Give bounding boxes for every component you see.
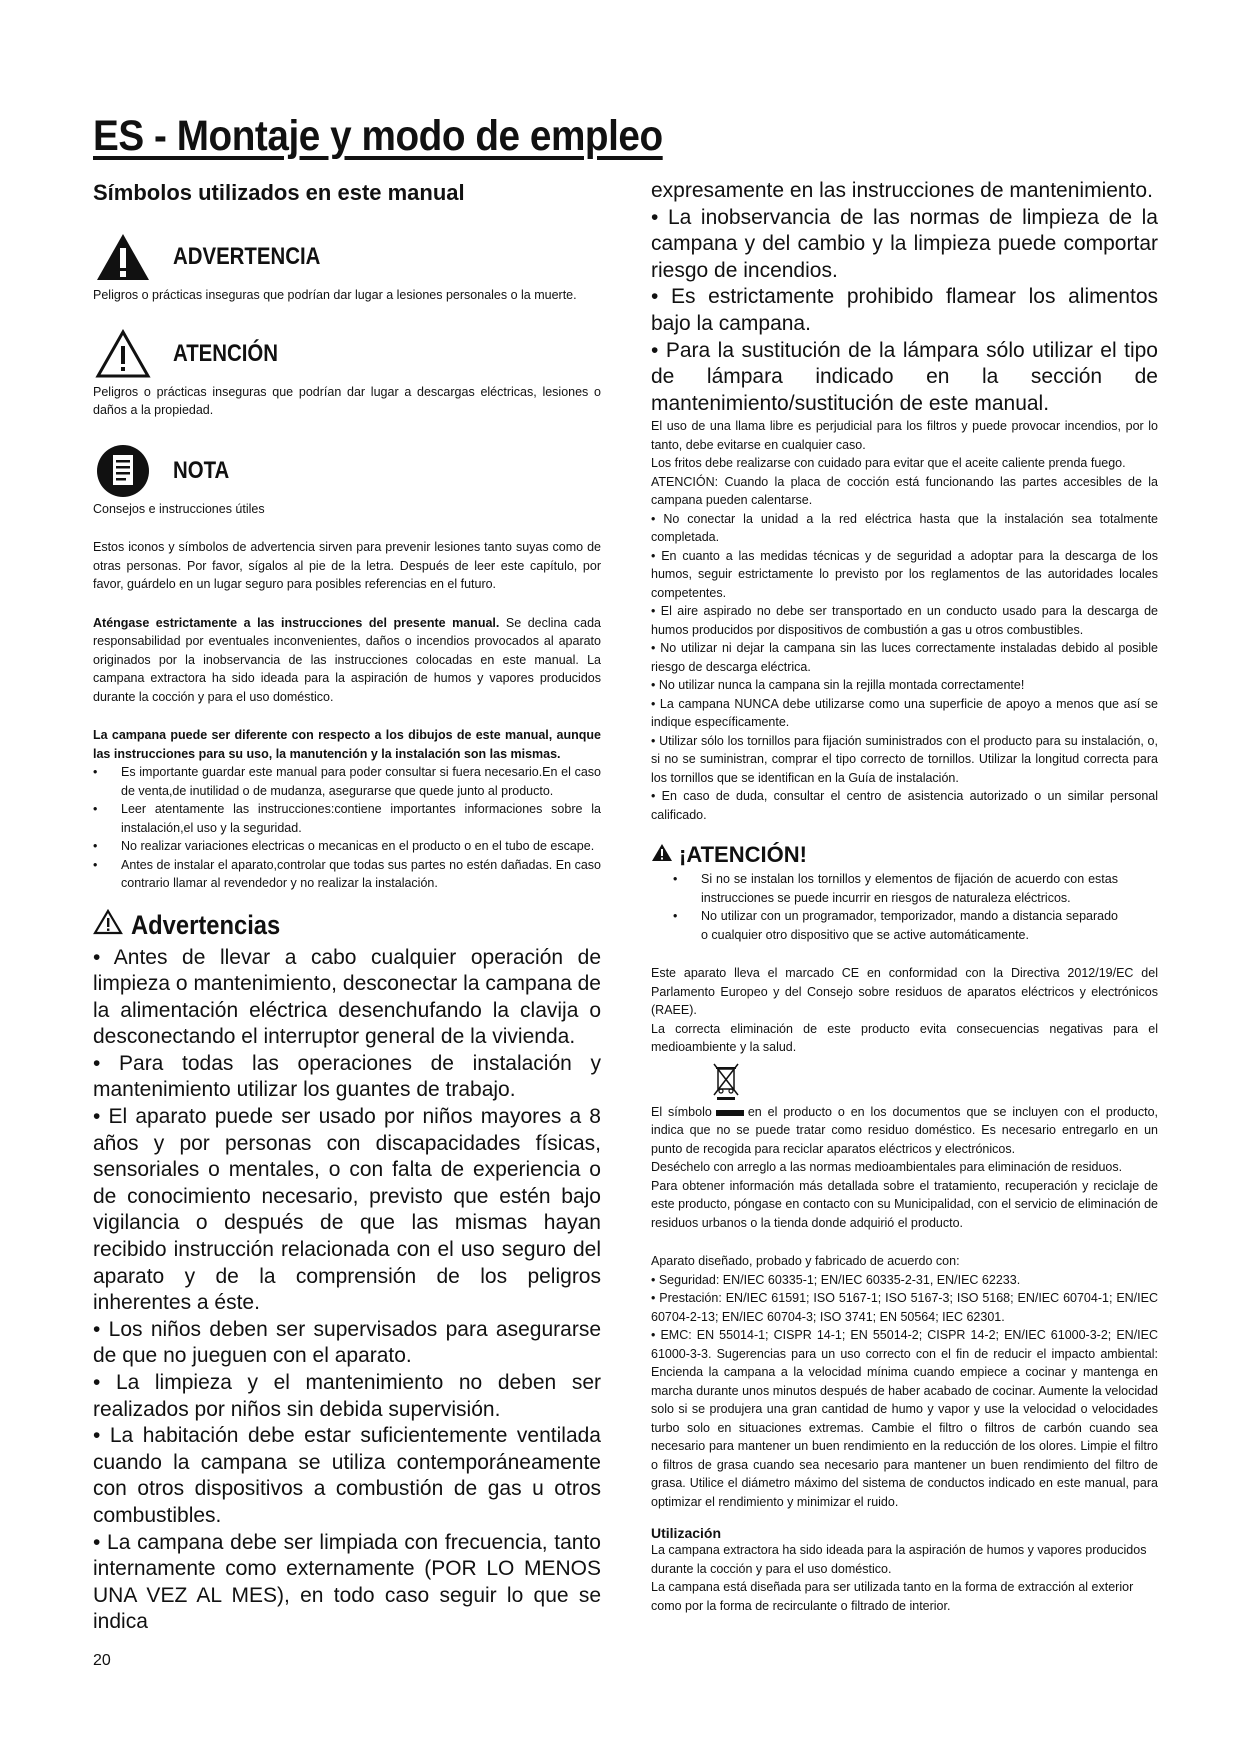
nota-title: NOTA (173, 456, 230, 484)
utilizacion-body (651, 1541, 1158, 1615)
paragraph: • En caso de duda, consultar el centro de asistencia autorizado o un similar personal calificado. (651, 789, 1158, 822)
atencion2-title: ¡ATENCIÓN! (679, 842, 807, 868)
right-small-paragraphs (651, 417, 1158, 824)
right-column (651, 178, 1158, 1615)
advertencia-paragraph: • Para todas las operaciones de instalación y mantenimiento utilizar los guantes de trabajo. (93, 1051, 601, 1102)
paragraph: • Es estrictamente prohibido flamear los alimentos bajo la campana. (651, 285, 1158, 335)
paragraph: • No utilizar ni dejar la campana sin las luces correctamente instaladas debido al posible riesgo de descarga eléctrica. (651, 641, 1158, 674)
emc-paragraph: • EMC: EN 55014-1; CISPR 14-1; EN 55014-2; CISPR 14-2; EN/IEC 61000-3-2; EN/IEC 61000-3-3. Sugerencias para un uso correcto con el fin de reducir el impacto ambiental: Encienda la campana a la velocidad mínima cuando empiece a cocinar y mantenga en marcha durante unos minutos después de haber acabado de cocinar. Aumente la velocidad solo si se produjera una gran cantidad de humo y vapor y use la velocidad o velocidades turbo solo en situaciones extremas. Cambie el filtro o filtros de carbón cuando sea necesario para mantener un buen rendimiento en la reducción de los olores. Limpie el filtro o filtros de grasa cuando sea necesario para mantener un buen rendimiento del filtro de grasa. Utilice el diámetro máximo del sistema de conductos indicado en este manual, para optimizar el rendimiento y minimizar el ruido. (651, 1328, 1158, 1509)
paragraph: • La campana NUNCA debe utilizarse como una superficie de apoyo a menos que así se indique específicamente. (651, 696, 1158, 730)
page-number: 20 (93, 1652, 111, 1669)
list-item: • Antes de instalar el aparato,controlar que todas sus partes no estén dañadas. En caso contrario llamar al revendedor y no realizar la instalación. (93, 856, 601, 893)
simbolo-text-b: en el producto o en los documentos que se incluyen con el producto, indica que no se puede tratar como residuo doméstico. Es necesario entregarlo en un punto de recogida para reciclar aparatos eléctricos y electrónicos. (651, 1104, 1158, 1156)
warning-outline-icon (93, 325, 153, 383)
ce-paragraph: Este aparato lleva el marcado CE en conformidad con la Directiva 2012/19/EC del Parlamento Europeo y del Consejo sobre residuos de aparatos eléctricos y electrónicos (RAEE). (651, 966, 1158, 1018)
atencion-block (93, 325, 601, 420)
advertencia-paragraph: • La campana debe ser limpiada con frecuencia, tanto internamente como externamente (POR LO MENOS UNA VEZ AL MES), en todo caso seguir lo que se indica (93, 1530, 601, 1634)
desechelo-paragraph: Deséchelo con arreglo a las normas medioambientales para eliminación de residuos. (651, 1160, 1123, 1175)
list-item: • No realizar variaciones electricas o mecanicas en el producto o en el tubo de escape. (93, 837, 601, 856)
paragraph: • La inobservancia de las normas de limpieza de la campana y del cambio y la limpieza puede comportar riesgo de incendios. (651, 205, 1158, 282)
warning-filled-icon (651, 842, 673, 868)
nota-text: Consejos e instrucciones útiles (93, 501, 265, 516)
prestacion-line: • Prestación: EN/IEC 61591; ISO 5167-1; ISO 5167-3; ISO 5168; EN/IEC 60704-1; EN/IEC 60704-2-13; EN/IEC 60704-3; ISO 3741; EN 50564; IEC 62301. (651, 1291, 1158, 1324)
advertencias-title: Advertencias (131, 910, 281, 940)
correcta-paragraph: La correcta eliminación de este producto evita consecuencias negativas para el medioambiente y la salud. (651, 1021, 1158, 1055)
symbols-heading: Símbolos utilizados en este manual (93, 180, 465, 205)
disenado-line: Aparato diseñado, probado y fabricado de acuerdo con: (651, 1254, 960, 1269)
atengase-bold: Aténgase estrictamente a las instrucciones del presente manual. (93, 615, 500, 630)
atencion2-bullets (673, 870, 1118, 944)
weee-bar-symbol (716, 1110, 744, 1116)
advertencia-paragraph: • La habitación debe estar suficientemente ventilada cuando la campana se utiliza contemporáneamente con otros dispositivos a combustión de gas u otros combustibles. (93, 1424, 601, 1527)
paragraph: • El aire aspirado no debe ser transportado en un conducto usado para la descarga de humos producidos por dispositivos de combustión a gas u otros combustibles. (651, 604, 1158, 637)
atencion-text: Peligros o prácticas inseguras que podrían dar lugar a descargas eléctricas, lesiones o daños a la propiedad. (93, 384, 601, 417)
paragraph: El uso de una llama libre es perjudicial para los filtros y puede provocar incendios, por lo tanto, debe evitarse en cualquier caso. (651, 419, 1158, 452)
utilizacion-paragraph: La campana está diseñada para ser utilizada tanto en la forma de extracción al exterior como por la forma de recirculante o filtrado de interior. (651, 1580, 1134, 1613)
paragraph: • Utilizar sólo los tornillos para fijación suministrados con el producto para su instalación, o, si no se suministran, comprar el tipo correcto de tornillos. Utilizar la longitud correcta para los tornillos que se identifican en la Guía de instalación. (651, 733, 1158, 785)
weee-bin-icon (711, 1061, 741, 1101)
obtener-paragraph: Para obtener información más detallada sobre el tratamiento, recuperación y reciclaje de este producto, póngase en contacto con su Municipalidad, con el servicio de eliminación de residuos urbanos o la tienda donde adquirió el producto. (651, 1178, 1158, 1230)
simbolo-paragraph (651, 1103, 1158, 1159)
left-column (93, 180, 601, 1636)
utilizacion-heading: Utilización (651, 1525, 722, 1542)
list-item: • Leer atentamente las instrucciones:contiene importantes informaciones sobre la instalación,el uso y la seguridad. (93, 800, 601, 837)
atencion2-heading (651, 840, 1158, 870)
simbolo-text-a: El símbolo (651, 1104, 712, 1119)
note-icon (93, 442, 153, 500)
advertencia-text: Peligros o prácticas inseguras que podrían dar lugar a lesiones personales o la muerte. (93, 288, 577, 302)
right-big-paragraphs (651, 178, 1158, 417)
paragraph: • No utilizar nunca la campana sin la rejilla montada correctamente! (651, 678, 1025, 693)
advertencias-body (93, 945, 601, 1636)
left-bullets (93, 763, 601, 893)
advertencia-title: ADVERTENCIA (173, 243, 321, 270)
diferente-paragraph: La campana puede ser diferente con respecto a los dibujos de este manual, aunque las instrucciones para su uso, la manutención y la instalación son las mismas. (93, 728, 601, 761)
advertencia-block (93, 228, 601, 305)
paragraph: • Para la sustitución de la lámpara sólo utilizar el tipo de lámpara indicado en la sección de mantenimiento/sustitución de este manual. (651, 338, 1158, 415)
seguridad-line: • Seguridad: EN/IEC 60335-1; EN/IEC 60335-2-31, EN/IEC 62233. (651, 1272, 1021, 1287)
advertencia-paragraph: • Antes de llevar a cabo cualquier operación de limpieza o mantenimiento, desconectar la campana de la alimentación eléctrica desenchufando la clavija o desconectando el interruptor general de la vivienda. (93, 945, 601, 1049)
normas-block (651, 1252, 1158, 1511)
advertencias-heading (93, 907, 601, 945)
page-title: ES - Montaje y modo de empleo (93, 112, 663, 160)
atencion-title: ATENCIÓN (173, 339, 279, 367)
advertencia-paragraph: • Los niños deben ser supervisados para asegurarse de que no jueguen con el aparato. (93, 1317, 601, 1368)
warning-filled-icon (93, 228, 153, 286)
advertencia-paragraph: • La limpieza y el mantenimiento no deben ser realizados por niños sin debida supervisión. (93, 1371, 601, 1421)
utilizacion-paragraph: La campana extractora ha sido ideada para la aspiración de humos y vapores producidos durante la cocción y para el uso doméstico. (651, 1543, 1147, 1576)
paragraph: expresamente en las instrucciones de mantenimiento. (651, 179, 1153, 202)
list-item: • Si no se instalan los tornillos y elementos de fijación de acuerdo con estas instrucciones se puede incurrir en riesgos de naturaleza eléctricos. (673, 870, 1118, 907)
nota-block (93, 442, 601, 519)
atengase-paragraph (93, 614, 601, 707)
atengase-rest: Se declina cada responsabilidad por eventuales inconvenientes, daños o incendios provocados al aparato originados por la inobservancia de las instrucciones colocadas en este manual. La campana extractora ha sido ideada para la aspiración de humos y vapores producidos durante la cocción y para el uso doméstico. (93, 615, 601, 704)
paragraph: ATENCIÓN: Cuando la placa de cocción está funcionando las partes accesibles de la campana pueden calentarse. (651, 474, 1158, 508)
list-item: • No utilizar con un programador, temporizador, mando a distancia separado o cualquier otro dispositivo que se active automáticamente. (673, 907, 1118, 944)
list-item: • Es importante guardar este manual para poder consultar si fuera necesario.En el caso de venta,de inutilidad o de mudanza, asegurarse que quede junto al producto. (93, 763, 601, 800)
paragraph: Los fritos debe realizarse con cuidado para evitar que el aceite caliente prenda fuego. (651, 456, 1126, 471)
warning-outline-icon (93, 909, 123, 942)
intro-paragraph: Estos iconos y símbolos de advertencia sirven para prevenir lesiones tanto suyas como de otras personas. Por favor, sígalos al pie de la letra. Después de leer este capítulo, por favor, guárdelo en un lugar seguro para posibles referencias en el futuro. (93, 540, 601, 591)
paragraph: • En cuanto a las medidas técnicas y de seguridad a adoptar para la descarga de los humos, seguir estrictamente lo previsto por los reglamentos de las autoridades locales competentes. (651, 548, 1158, 600)
paragraph: • No conectar la unidad a la red eléctrica hasta que la instalación sea totalmente completada. (651, 511, 1158, 545)
advertencia-paragraph: • El aparato puede ser usado por niños mayores a 8 años y por personas con discapacidades físicas, sensoriales o mentales, o con falta de experiencia o de conocimiento necesario, previsto que estén bajo vigilancia o después de que las mismas hayan recibido instrucción relacionada con el uso seguro del aparato y de la comprensión de los peligros inherentes a éste. (93, 1105, 601, 1315)
